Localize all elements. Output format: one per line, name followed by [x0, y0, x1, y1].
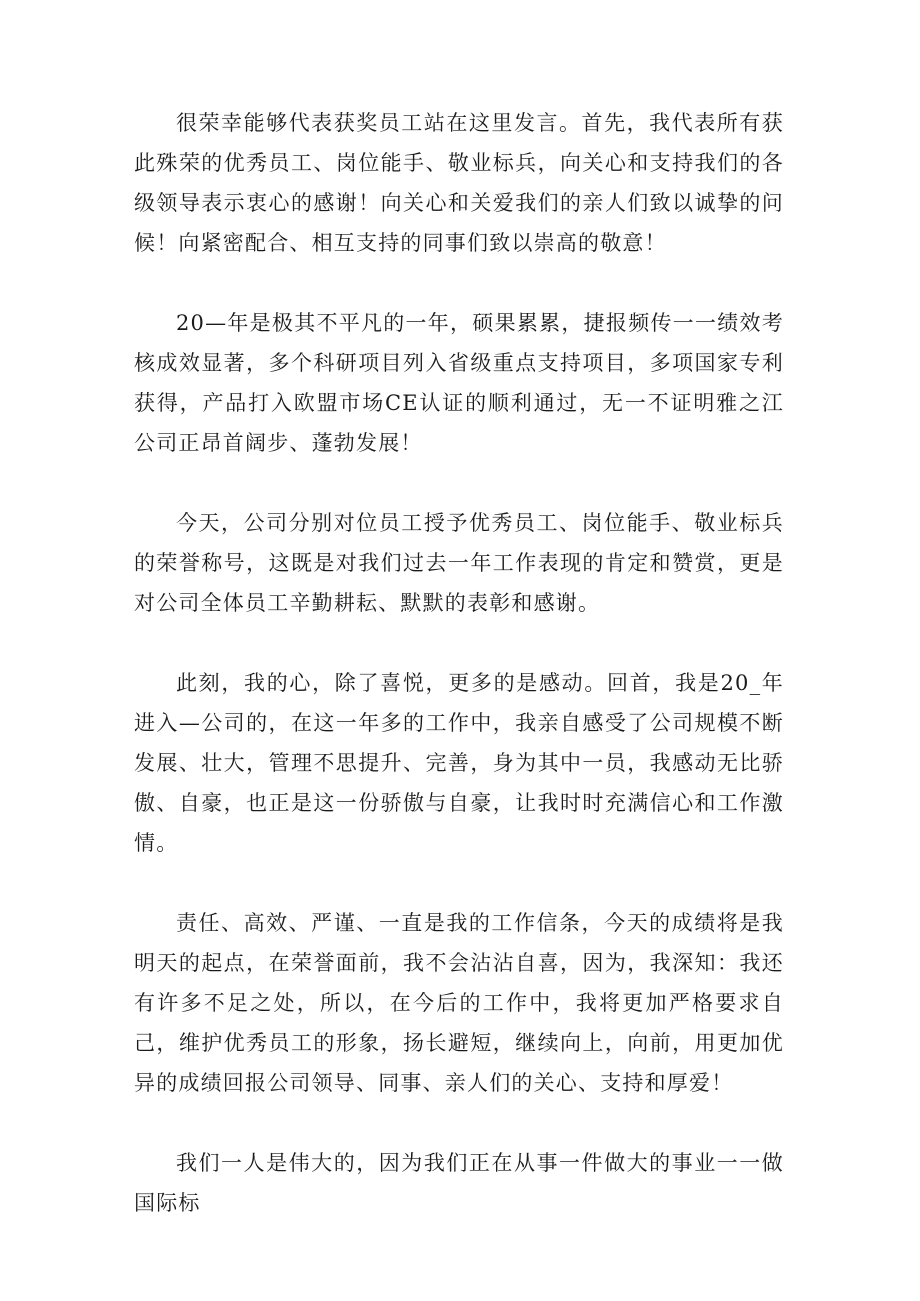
paragraph-4: 此刻，我的心，除了喜悦，更多的是感动。回首，我是20_年进入—公司的，在这一年多的工作中，我亲自感受了公司规模不断发展、壮大，管理不思提升、完善，身为其中一员，我感动无比骄傲、自豪，也正是这一份骄傲与自豪，让我时时充满信心和工作激情。 — [134, 671, 784, 855]
paragraph-5: 责任、高效、严谨、一直是我的工作信条，今天的成绩将是我明天的起点，在荣誉面前，我不会沾沾自喜，因为，我深知：我还有许多不足之处，所以，在今后的工作中，我将更加严格要求自己，维护优秀员工的形象，扬长避短，继续向上，向前，用更加优异的成绩回报公司领导、同事、亲人们的关心、支持和厚爱！ — [134, 911, 784, 1095]
paragraph-2: 20—年是极其不平凡的一年，硕果累累，捷报频传一一绩效考核成效显著，多个科研项目列入省级重点支持项目，多项国家专利获得，产品打入欧盟市场CE认证的顺利通过，无一不证明雅之江公司正昂首阔步、蓬勃发展！ — [134, 311, 784, 455]
paragraph-1: 很荣幸能够代表获奖员工站在这里发言。首先，我代表所有获此殊荣的优秀员工、岗位能手、敬业标兵，向关心和支持我们的各级领导表示衷心的感谢！向关心和关爱我们的亲人们致以诚挚的问候！向紧密配合、相互支持的同事们致以崇高的敬意！ — [134, 111, 784, 255]
paragraph-6: 我们一人是伟大的，因为我们正在从事一件做大的事业一一做国际标 — [134, 1151, 784, 1215]
paragraph-3: 今天，公司分别对位员工授予优秀员工、岗位能手、敬业标兵的荣誉称号，这既是对我们过去一年工作表现的肯定和赞赏，更是对公司全体员工辛勤耕耘、默默的表彰和感谢。 — [134, 511, 784, 615]
document-body — [134, 103, 784, 1263]
